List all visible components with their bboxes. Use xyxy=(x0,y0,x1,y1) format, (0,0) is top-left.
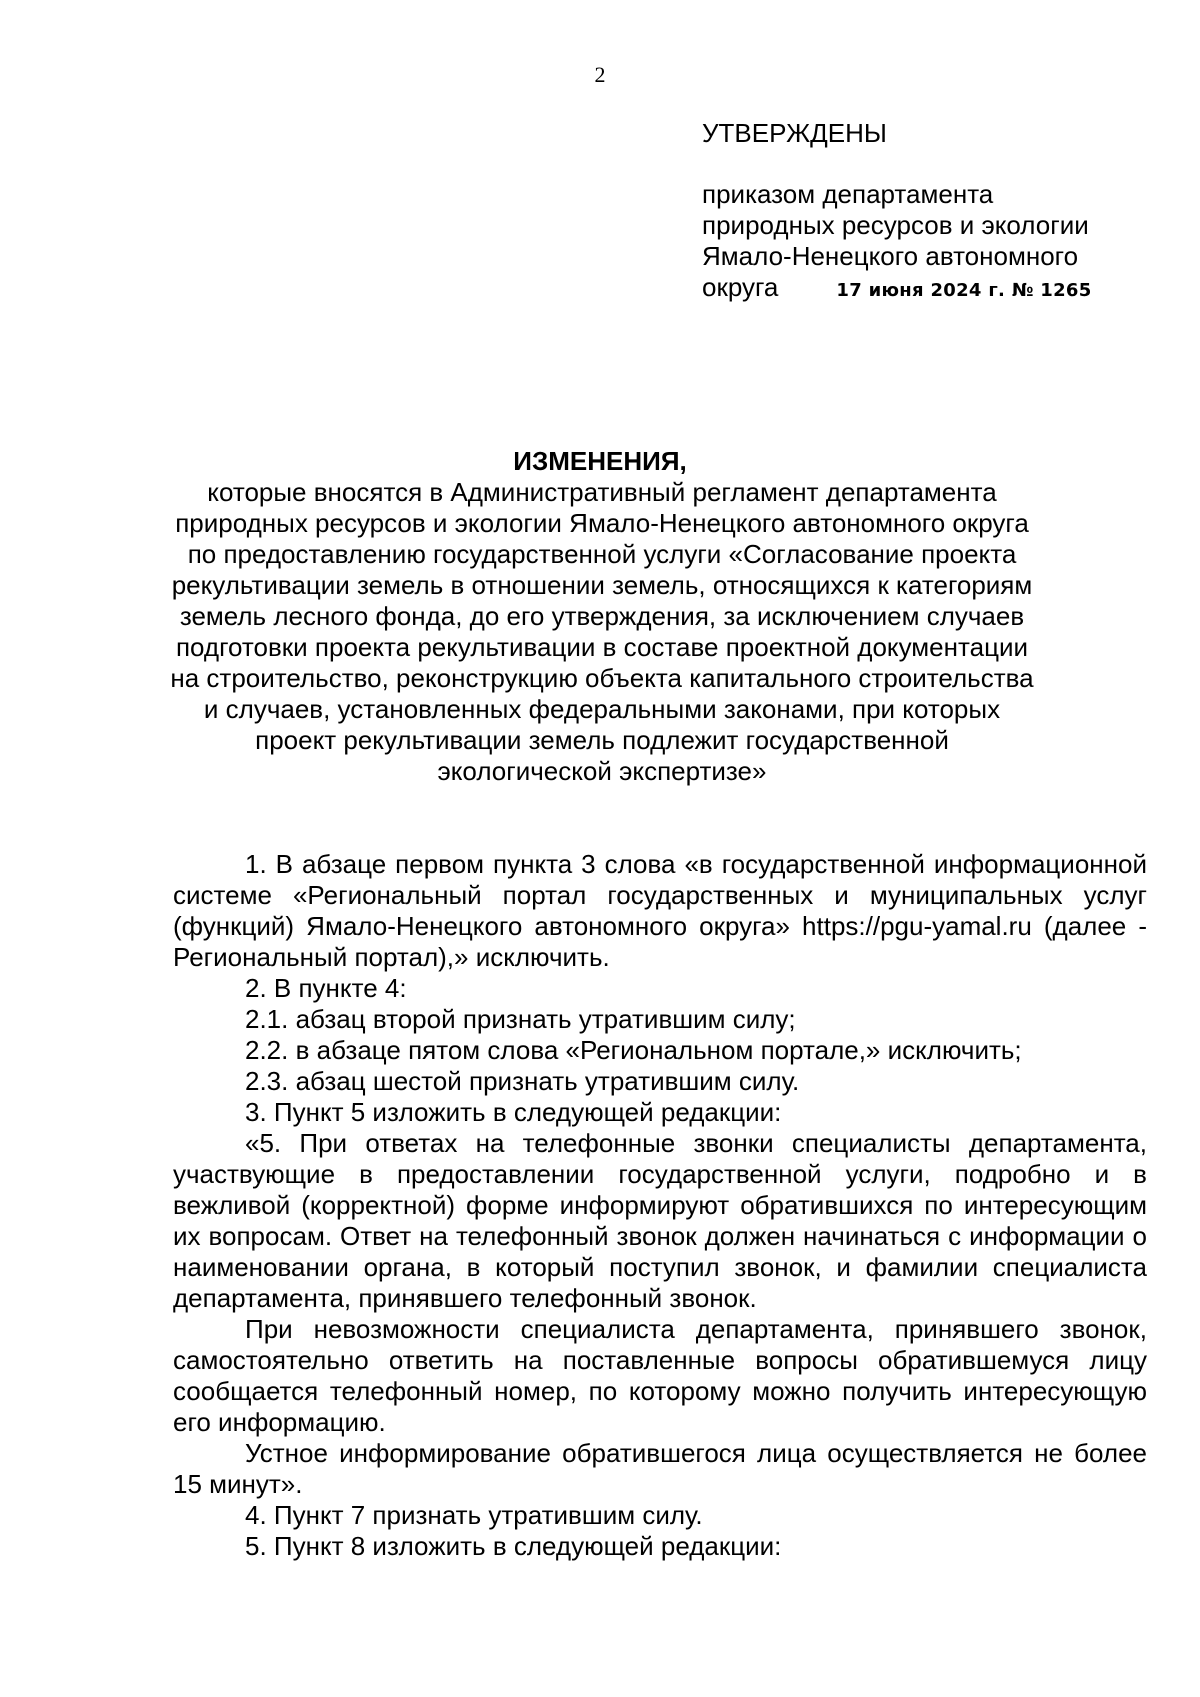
approval-line: природных ресурсов и экологии xyxy=(702,210,1089,240)
paragraph-2-3: 2.3. абзац шестой признать утратившим силу. xyxy=(245,1066,800,1096)
approval-heading: УТВЕРЖДЕНЫ xyxy=(702,118,887,148)
approval-last-line xyxy=(702,272,1172,306)
paragraph-4: 4. Пункт 7 признать утратившим силу. xyxy=(245,1500,703,1530)
paragraph-3-quote-5: «5. При ответах на телефонные звонки специалисты департамента, участвующие в предоставлении государственной услуги, подробно и в вежливой (корректной) форме информируют обратившихся по интересующим их вопросам. Ответ на телефонный звонок должен начинаться с информации о наименовании органа, в который поступил звонок, и фамилии специалиста департамента, принявшего телефонный звонок. xyxy=(173,1128,1147,1313)
approval-block xyxy=(702,118,1172,306)
paragraph-1: 1. В абзаце первом пункта 3 слова «в государственной информационной системе «Региональный портал государственных и муниципальных услуг (функций) Ямало-Ненецкого автономного округа» https://pgu-yamal.ru (далее - Региональный портал),» исключить. xyxy=(173,849,1147,972)
paragraph-2-1: 2.1. абзац второй признать утратившим силу; xyxy=(245,1004,796,1034)
paragraph-3: 3. Пункт 5 изложить в следующей редакции: xyxy=(245,1097,782,1127)
document-subtitle: которые вносятся в Административный регламент департамента природных ресурсов и экологии Ямало-Ненецкого автономного округа по предоставлению государственной услуги «Согласование проекта рекультивации земель в отношении земель, относящихся к категориям земель лесного фонда, до его утверждения, за исключением случаев подготовки проекта рекультивации в составе проектной документации на строительство, реконструкцию объекта капитального строительства и случаев, установленных федеральными законами, при которых проект рекультивации земель подлежит государственной экологической экспертизе» xyxy=(170,477,1034,786)
paragraph-3-quote-cont: При невозможности специалиста департамента, принявшего звонок, самостоятельно ответить на поставленные вопросы обратившемуся лицу сообщается телефонный номер, по которому можно получить интересующую его информацию. xyxy=(173,1314,1147,1437)
approval-line: Ямало-Ненецкого автономного xyxy=(702,241,1079,271)
page-number: 2 xyxy=(594,62,606,87)
order-date-number: 17 июня 2024 г. № 1265 xyxy=(836,280,1092,301)
approval-line-okruga: округа xyxy=(702,272,779,302)
paragraph-2-2: 2.2. в абзаце пятом слова «Региональном портале,» исключить; xyxy=(245,1035,1022,1065)
paragraph-3-quote-end: Устное информирование обратившегося лица осуществляется не более 15 минут». xyxy=(173,1438,1147,1499)
document-title: ИЗМЕНЕНИЯ, xyxy=(513,446,687,476)
paragraph-5: 5. Пункт 8 изложить в следующей редакции: xyxy=(245,1531,782,1561)
approval-line: приказом департамента xyxy=(702,179,994,209)
paragraph-2: 2. В пункте 4: xyxy=(245,973,407,1003)
document-body xyxy=(173,849,1147,1562)
